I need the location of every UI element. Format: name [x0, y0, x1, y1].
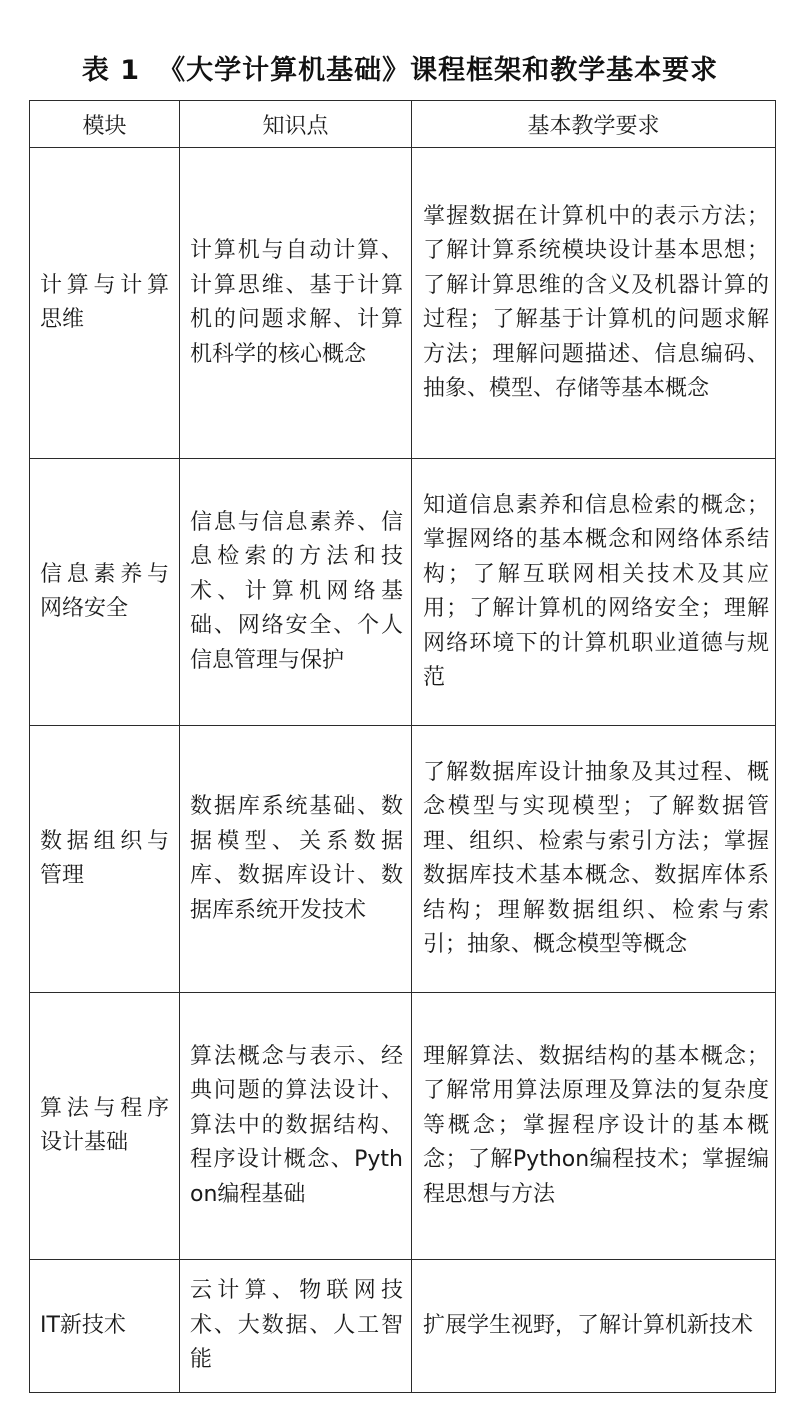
requirements-cell	[412, 459, 776, 726]
header-row	[30, 101, 776, 148]
requirements-cell	[412, 148, 776, 459]
header-module: 模块	[30, 101, 180, 148]
header-requirements: 基本教学要求	[412, 101, 776, 148]
module-cell	[30, 148, 180, 459]
requirements-cell	[412, 726, 776, 993]
knowledge-text: 计算机与自动计算、计算思维、基于计算机的问题求解、计算机科学的核心概念	[190, 238, 403, 367]
requirements-cell	[412, 993, 776, 1260]
header-knowledge-points: 知识点	[180, 101, 412, 148]
requirements-cell	[412, 1260, 776, 1393]
table-row	[30, 993, 776, 1260]
knowledge-cell	[180, 726, 412, 993]
requirements-text: 扩展学生视野，了解计算机新技术	[423, 1312, 754, 1338]
module-text: 信息素养与网络安全	[40, 561, 169, 621]
table-number: 表 1	[81, 55, 141, 86]
knowledge-cell	[180, 993, 412, 1260]
requirements-text: 知道信息素养和信息检索的概念；掌握网络的基本概念和网络体系结构；了解互联网相关技术及其应用；了解计算机的网络安全；理解网络环境下的计算机职业道德与规范	[423, 492, 769, 690]
module-cell	[30, 1260, 180, 1393]
table-row	[30, 1260, 776, 1393]
requirements-text: 理解算法、数据结构的基本概念；了解常用算法原理及算法的复杂度等概念；掌握程序设计的基本概念；了解Python编程技术；掌握编程思想与方法	[423, 1043, 769, 1207]
knowledge-cell	[180, 1260, 412, 1393]
table-row	[30, 726, 776, 993]
table-row	[30, 459, 776, 726]
module-text: 算法与程序设计基础	[40, 1095, 169, 1155]
requirements-text: 了解数据库设计抽象及其过程、概念模型与实现模型；了解数据管理、组织、检索与索引方法；掌握数据库技术基本概念、数据库体系结构；理解数据组织、检索与索引；抽象、概念模型等概念	[423, 759, 769, 957]
knowledge-cell	[180, 459, 412, 726]
curriculum-table	[29, 100, 776, 1393]
requirements-text: 掌握数据在计算机中的表示方法；了解计算系统模块设计基本思想；了解计算思维的含义及机器计算的过程；了解基于计算机的问题求解方法；理解问题描述、信息编码、抽象、模型、存储等基本概念	[423, 203, 769, 401]
table-title: 《大学计算机基础》课程框架和教学基本要求	[158, 55, 719, 86]
module-text: 数据组织与管理	[40, 828, 169, 888]
module-cell	[30, 993, 180, 1260]
module-cell	[30, 726, 180, 993]
knowledge-text: 云计算、物联网技术、大数据、人工智能	[190, 1278, 403, 1373]
table-caption	[0, 48, 800, 87]
module-text: IT新技术	[40, 1312, 126, 1338]
module-cell	[30, 459, 180, 726]
module-text: 计算与计算思维	[40, 272, 169, 332]
knowledge-text: 算法概念与表示、经典问题的算法设计、算法中的数据结构、程序设计概念、Python编程基础	[190, 1043, 403, 1207]
knowledge-cell	[180, 148, 412, 459]
knowledge-text: 信息与信息素养、信息检索的方法和技术、计算机网络基础、网络安全、个人信息管理与保护	[190, 509, 403, 673]
table-row	[30, 148, 776, 459]
knowledge-text: 数据库系统基础、数据模型、关系数据库、数据库设计、数据库系统开发技术	[190, 794, 403, 923]
